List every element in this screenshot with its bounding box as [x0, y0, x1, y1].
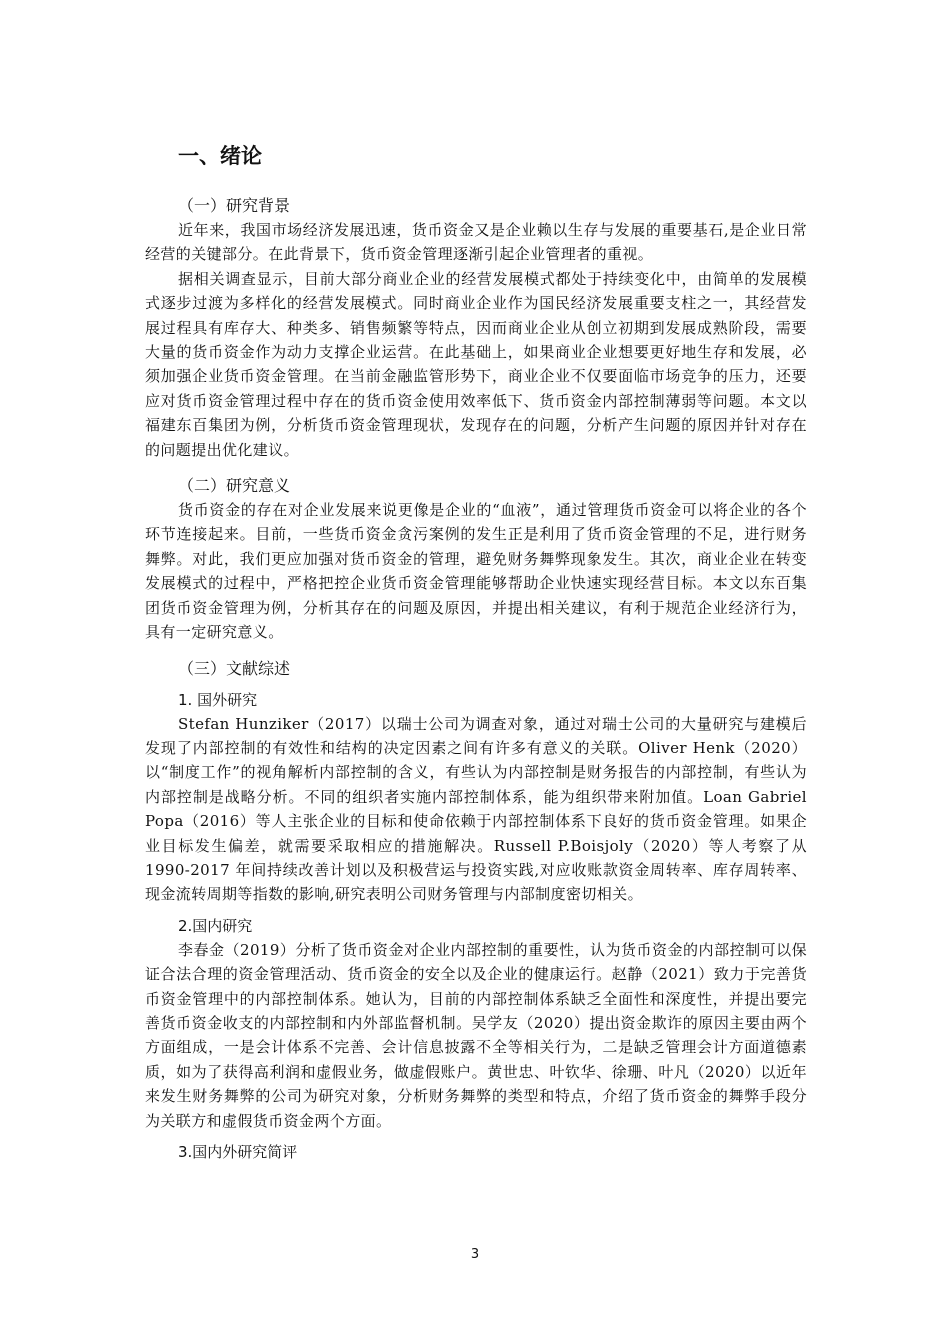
- section-heading-background: （一）研究背景: [178, 196, 291, 215]
- chapter-title: 一、绪论: [178, 144, 262, 168]
- section-heading-significance: （二）研究意义: [178, 476, 291, 496]
- paragraph: 近年来，我国市场经济发展迅速，货币资金又是企业赖以生存与发展的重要基石,是企业日常经营的关键部分。在此背景下，货币资金管理逐渐引起企业管理者的重视。: [145, 221, 807, 264]
- subsection-heading-domestic: 2.国内研究: [178, 916, 253, 935]
- section-heading-literature: （三）文献综述: [178, 658, 291, 678]
- page-content: [145, 141, 807, 1164]
- paragraph: 货币资金的存在对企业发展来说更像是企业的“血液”，通过管理货币资金可以将企业的各个环节连接起来。目前，一些货币资金贪污案例的发生正是利用了货币资金管理的不足，进行财务舞弊。对此，我们更应加强对货币资金的管理，避免财务舞弊现象发生。其次，商业企业在转变发展模式的过程中，严格把控企业货币资金管理能够帮助企业快速实现经营目标。本文以东百集团货币资金管理为例，分析其存在的问题及原因，并提出相关建议，有利于规范企业经济行为，具有一定研究意义。: [145, 501, 807, 642]
- page-number: 3: [470, 1247, 480, 1262]
- subsection-heading-review: 3.国内外研究简评: [178, 1143, 298, 1161]
- paragraph: Stefan Hunziker（2017）以瑞士公司为调查对象，通过对瑞士公司的大量研究与建模后发现了内部控制的有效性和结构的决定因素之间有许多有意义的关联。Oliver Henk（2020）以“制度工作”的视角解析内部控制的含义，有些认为内部控制是财务报告的内部控制，有些认为内部控制是战略分析。不同的组织者实施内部控制体系，能为组织带来附加值。Loan Gabriel Popa（2016）等人主张企业的目标和使命依赖于内部控制体系下良好的货币资金管理。如果企业目标发生偏差，就需要采取相应的措施解决。Russell P.Boisjoly（2020）等人考察了从 1990-2017 年间持续改善计划以及积极营运与投资实践,对应收账款资金周转率、库存周转率、现金流转周期等指数的影响,研究表明公司财务管理与内部制度密切相关。: [145, 714, 807, 904]
- paragraph: 据相关调查显示，目前大部分商业企业的经营发展模式都处于持续变化中，由简单的发展模式逐步过渡为多样化的经营发展模式。同时商业企业作为国民经济发展重要支柱之一，其经营发展过程具有库存大、种类多、销售频繁等特点，因而商业企业从创立初期到发展成熟阶段，需要大量的货币资金作为动力支撑企业运营。在此基础上，如果商业企业想要更好地生存和发展，必须加强企业货币资金管理。在当前金融监管形势下，商业企业不仅要面临市场竞争的压力，还要应对货币资金管理过程中存在的货币资金使用效率低下、货币资金内部控制薄弱等问题。本文以福建东百集团为例，分析货币资金管理现状，发现存在的问题，分析产生问题的原因并针对存在的问题提出优化建议。: [145, 269, 807, 459]
- paragraph: 李春金（2019）分析了货币资金对企业内部控制的重要性，认为货币资金的内部控制可以保证合法合理的资金管理活动、货币资金的安全以及企业的健康运行。赵静（2021）致力于完善货币资金管理中的内部控制体系。她认为，目前的内部控制体系缺乏全面性和深度性，并提出要完善货币资金收支的内部控制和内外部监督机制。吴学友（2020）提出资金欺诈的原因主要由两个方面组成，一是会计体系不完善、会计信息披露不全等相关行为，二是缺乏管理会计方面道德素质，如为了获得高利润和虚假业务，做虚假账户。黄世忠、叶钦华、徐珊、叶凡（2020）以近年来发生财务舞弊的公司为研究对象，分析财务舞弊的类型和特点，介绍了货币资金的舞弊手段分为关联方和虚假货币资金两个方面。: [145, 940, 807, 1130]
- subsection-heading-foreign: 1. 国外研究: [178, 690, 258, 709]
